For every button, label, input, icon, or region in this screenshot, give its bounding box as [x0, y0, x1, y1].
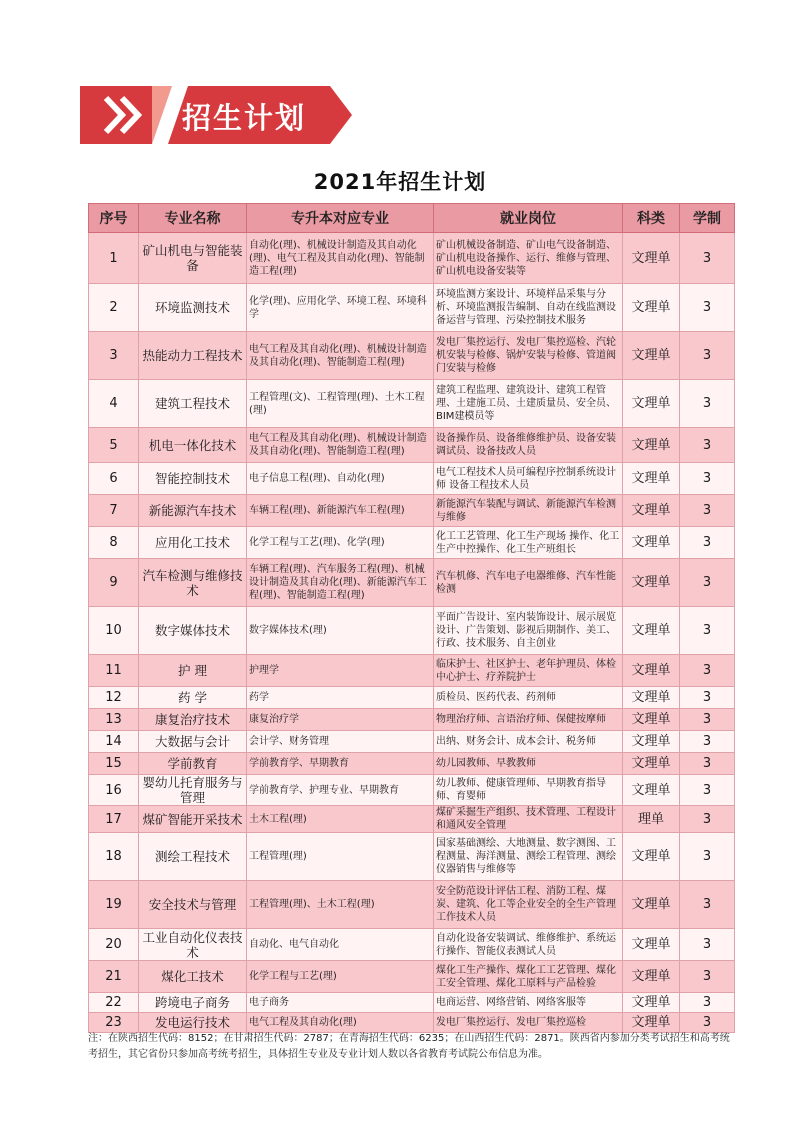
category-cell: 文理单 — [623, 607, 680, 655]
study-years-cell: 3 — [680, 655, 735, 687]
study-years-cell: 3 — [680, 463, 735, 495]
section-banner — [80, 86, 352, 144]
major-name-cell: 煤矿智能开采技术 — [139, 806, 247, 833]
major-name-cell: 煤化工技术 — [139, 961, 247, 993]
job-positions-cell: 煤化工生产操作、煤化工工艺管理、煤化工安全管理、煤化工原料与产品检验 — [434, 961, 623, 993]
upgrade-majors-cell: 学前教育学、早期教育 — [247, 753, 434, 775]
row-number-cell: 8 — [89, 527, 139, 559]
major-name-cell: 汽车检测与维修技术 — [139, 559, 247, 607]
category-cell: 文理单 — [623, 731, 680, 753]
table-row — [89, 380, 735, 428]
job-positions-cell: 临床护士、社区护士、老年护理员、体检中心护士、疗养院护士 — [434, 655, 623, 687]
table-row — [89, 1013, 735, 1033]
category-cell: 文理单 — [623, 775, 680, 806]
upgrade-majors-cell: 自动化、电气自动化 — [247, 929, 434, 961]
table-row — [89, 495, 735, 527]
row-number-cell: 17 — [89, 806, 139, 833]
major-name-cell: 数字媒体技术 — [139, 607, 247, 655]
job-positions-cell: 汽车机修、汽车电子电器维修、汽车性能检测 — [434, 559, 623, 607]
major-name-cell: 测绘工程技术 — [139, 833, 247, 881]
study-years-cell: 3 — [680, 332, 735, 380]
upgrade-majors-cell: 工程管理(文)、工程管理(理)、土木工程(理) — [247, 380, 434, 428]
table-row — [89, 833, 735, 881]
major-name-cell: 应用化工技术 — [139, 527, 247, 559]
category-cell: 文理单 — [623, 527, 680, 559]
major-name-cell: 大数据与会计 — [139, 731, 247, 753]
job-positions-cell: 电气工程技术人员可编程序控制系统设计师 设备工程技术人员 — [434, 463, 623, 495]
upgrade-majors-cell: 自动化(理)、机械设计制造及其自动化(理)、电气工程及其自动化(理)、智能制造工程(理) — [247, 233, 434, 284]
row-number-cell: 9 — [89, 559, 139, 607]
table-row — [89, 753, 735, 775]
table-row — [89, 527, 735, 559]
major-name-cell: 建筑工程技术 — [139, 380, 247, 428]
header-cell-years: 学制 — [680, 204, 735, 233]
study-years-cell: 3 — [680, 806, 735, 833]
category-cell: 文理单 — [623, 753, 680, 775]
major-name-cell: 发电运行技术 — [139, 1013, 247, 1033]
table-row — [89, 929, 735, 961]
page-title: 2021年招生计划 — [313, 170, 487, 194]
job-positions-cell: 质检员、医药代表、药剂师 — [434, 687, 623, 709]
row-number-cell: 10 — [89, 607, 139, 655]
study-years-cell: 3 — [680, 284, 735, 332]
table-row — [89, 655, 735, 687]
study-years-cell: 3 — [680, 559, 735, 607]
row-number-cell: 15 — [89, 753, 139, 775]
study-years-cell: 3 — [680, 731, 735, 753]
job-positions-cell: 矿山机械设备制造、矿山电气设备制造、矿山机电设备操作、运行、维修与管理、矿山机电设备安装等 — [434, 233, 623, 284]
study-years-cell: 3 — [680, 233, 735, 284]
job-positions-cell: 煤矿采掘生产组织、技术管理、工程设计和通风安全管理 — [434, 806, 623, 833]
upgrade-majors-cell: 工程管理(理)、土木工程(理) — [247, 881, 434, 929]
category-cell: 文理单 — [623, 687, 680, 709]
category-cell: 文理单 — [623, 233, 680, 284]
table-row — [89, 428, 735, 463]
major-name-cell: 机电一体化技术 — [139, 428, 247, 463]
study-years-cell: 3 — [680, 961, 735, 993]
upgrade-majors-cell: 电气工程及其自动化(理)、机械设计制造及其自动化(理)、智能制造工程(理) — [247, 428, 434, 463]
table-row — [89, 607, 735, 655]
study-years-cell: 3 — [680, 527, 735, 559]
job-positions-cell: 国家基础测绘、大地测量、数字测图、工程测量、海洋测量、测绘工程管理、测绘仪器销售与维修等 — [434, 833, 623, 881]
table-row — [89, 775, 735, 806]
job-positions-cell: 发电厂集控运行、发电厂集控巡检 — [434, 1013, 623, 1033]
category-cell: 文理单 — [623, 428, 680, 463]
study-years-cell: 3 — [680, 428, 735, 463]
row-number-cell: 4 — [89, 380, 139, 428]
job-positions-cell: 幼儿教师、健康管理师、早期教育指导师、育婴师 — [434, 775, 623, 806]
row-number-cell: 21 — [89, 961, 139, 993]
row-number-cell: 3 — [89, 332, 139, 380]
major-name-cell: 智能控制技术 — [139, 463, 247, 495]
job-positions-cell: 平面广告设计、室内装饰设计、展示展览设计、广告策划、影视后期制作、美工、行政、技术服务、自主创业 — [434, 607, 623, 655]
job-positions-cell: 发电厂集控运行、发电厂集控巡检、汽轮机安装与检修、锅炉安装与检修、管道阀门安装与检修 — [434, 332, 623, 380]
major-name-cell: 工业自动化仪表技术 — [139, 929, 247, 961]
upgrade-majors-cell: 车辆工程(理)、汽车服务工程(理)、机械设计制造及其自动化(理)、新能源汽车工程(理)、智能制造工程(理) — [247, 559, 434, 607]
upgrade-majors-cell: 电气工程及其自动化(理) — [247, 1013, 434, 1033]
upgrade-majors-cell: 会计学、财务管理 — [247, 731, 434, 753]
major-name-cell: 热能动力工程技术 — [139, 332, 247, 380]
table-row — [89, 233, 735, 284]
row-number-cell: 6 — [89, 463, 139, 495]
header-cell-category: 科类 — [623, 204, 680, 233]
category-cell: 文理单 — [623, 833, 680, 881]
major-name-cell: 安全技术与管理 — [139, 881, 247, 929]
job-positions-cell: 物理治疗师、言语治疗师、保健按摩师 — [434, 709, 623, 731]
upgrade-majors-cell: 车辆工程(理)、新能源汽车工程(理) — [247, 495, 434, 527]
row-number-cell: 18 — [89, 833, 139, 881]
header-cell-jobs: 就业岗位 — [434, 204, 623, 233]
category-cell: 文理单 — [623, 881, 680, 929]
enrollment-plan-table — [88, 203, 735, 1033]
major-name-cell: 药 学 — [139, 687, 247, 709]
job-positions-cell: 建筑工程监理、建筑设计、建筑工程管理、土建施工员、土建质量员、安全员、BIM建模员等 — [434, 380, 623, 428]
category-cell: 文理单 — [623, 709, 680, 731]
job-positions-cell: 设备操作员、设备维修维护员、设备安装调试员、设备技改人员 — [434, 428, 623, 463]
category-cell: 文理单 — [623, 1013, 680, 1033]
category-cell: 文理单 — [623, 463, 680, 495]
row-number-cell: 16 — [89, 775, 139, 806]
category-cell: 文理单 — [623, 332, 680, 380]
study-years-cell: 3 — [680, 607, 735, 655]
upgrade-majors-cell: 康复治疗学 — [247, 709, 434, 731]
banner-title: 招生计划 — [182, 101, 307, 135]
major-name-cell: 学前教育 — [139, 753, 247, 775]
table-row — [89, 806, 735, 833]
category-cell: 文理单 — [623, 495, 680, 527]
table-header-row — [89, 204, 735, 233]
upgrade-majors-cell: 化学(理)、应用化学、环境工程、环境科学 — [247, 284, 434, 332]
table-row — [89, 881, 735, 929]
row-number-cell: 11 — [89, 655, 139, 687]
upgrade-majors-cell: 化学工程与工艺(理)、化学(理) — [247, 527, 434, 559]
footnote: 注：在陕西招生代码：8152；在甘肃招生代码：2787；在青海招生代码：6235；在山西招生代码：2871。陕西省内参加分类考试招生和高考统考招生，其它省份只参加高考统考招生，具体招生专业及专业计划人数以各省教育考试院公布信息为准。 — [88, 1033, 730, 1060]
category-cell: 文理单 — [623, 993, 680, 1013]
study-years-cell: 3 — [680, 881, 735, 929]
job-positions-cell: 安全防范设计评估工程、消防工程、煤炭、建筑、化工等企业安全的全生产管理工作技术人员 — [434, 881, 623, 929]
job-positions-cell: 自动化设备安装调试、维修维护、系统运行操作、智能仪表测试人员 — [434, 929, 623, 961]
study-years-cell: 3 — [680, 833, 735, 881]
row-number-cell: 19 — [89, 881, 139, 929]
study-years-cell: 3 — [680, 709, 735, 731]
table-row — [89, 993, 735, 1013]
major-name-cell: 环境监测技术 — [139, 284, 247, 332]
major-name-cell: 康复治疗技术 — [139, 709, 247, 731]
category-cell: 文理单 — [623, 284, 680, 332]
table-row — [89, 709, 735, 731]
job-positions-cell: 出纳、财务会计、成本会计、税务师 — [434, 731, 623, 753]
row-number-cell: 23 — [89, 1013, 139, 1033]
category-cell: 文理单 — [623, 929, 680, 961]
header-cell-major: 专业名称 — [139, 204, 247, 233]
row-number-cell: 22 — [89, 993, 139, 1013]
upgrade-majors-cell: 学前教育学、护理专业、早期教育 — [247, 775, 434, 806]
row-number-cell: 12 — [89, 687, 139, 709]
upgrade-majors-cell: 电气工程及其自动化(理)、机械设计制造及其自动化(理)、智能制造工程(理) — [247, 332, 434, 380]
table-row — [89, 559, 735, 607]
upgrade-majors-cell: 化学工程与工艺(理) — [247, 961, 434, 993]
header-cell-number: 序号 — [89, 204, 139, 233]
table-row — [89, 284, 735, 332]
row-number-cell: 2 — [89, 284, 139, 332]
row-number-cell: 14 — [89, 731, 139, 753]
upgrade-majors-cell: 数字媒体技术(理) — [247, 607, 434, 655]
category-cell: 文理单 — [623, 655, 680, 687]
upgrade-majors-cell: 工程管理(理) — [247, 833, 434, 881]
table-row — [89, 961, 735, 993]
table-row — [89, 463, 735, 495]
job-positions-cell: 环境监测方案设计、环境样品采集与分析、环境监测报告编制、自动在线监测设备运营与管理、污染控制技术服务 — [434, 284, 623, 332]
category-cell: 文理单 — [623, 559, 680, 607]
study-years-cell: 3 — [680, 687, 735, 709]
row-number-cell: 1 — [89, 233, 139, 284]
major-name-cell: 护 理 — [139, 655, 247, 687]
major-name-cell: 矿山机电与智能装备 — [139, 233, 247, 284]
upgrade-majors-cell: 土木工程(理) — [247, 806, 434, 833]
study-years-cell: 3 — [680, 1013, 735, 1033]
table-row — [89, 332, 735, 380]
study-years-cell: 3 — [680, 495, 735, 527]
major-name-cell: 跨境电子商务 — [139, 993, 247, 1013]
upgrade-majors-cell: 药学 — [247, 687, 434, 709]
study-years-cell: 3 — [680, 380, 735, 428]
study-years-cell: 3 — [680, 993, 735, 1013]
study-years-cell: 3 — [680, 775, 735, 806]
header-cell-upgrade-major: 专升本对应专业 — [247, 204, 434, 233]
row-number-cell: 7 — [89, 495, 139, 527]
study-years-cell: 3 — [680, 929, 735, 961]
major-name-cell: 婴幼儿托育服务与管理 — [139, 775, 247, 806]
job-positions-cell: 电商运营、网络营销、网络客服等 — [434, 993, 623, 1013]
category-cell: 文理单 — [623, 380, 680, 428]
upgrade-majors-cell: 护理学 — [247, 655, 434, 687]
row-number-cell: 20 — [89, 929, 139, 961]
study-years-cell: 3 — [680, 753, 735, 775]
job-positions-cell: 幼儿园教师、早教教师 — [434, 753, 623, 775]
job-positions-cell: 新能源汽车装配与调试、新能源汽车检测与维修 — [434, 495, 623, 527]
category-cell: 理单 — [623, 806, 680, 833]
row-number-cell: 13 — [89, 709, 139, 731]
table-row — [89, 687, 735, 709]
table-row — [89, 731, 735, 753]
major-name-cell: 新能源汽车技术 — [139, 495, 247, 527]
category-cell: 文理单 — [623, 961, 680, 993]
row-number-cell: 5 — [89, 428, 139, 463]
upgrade-majors-cell: 电子信息工程(理)、自动化(理) — [247, 463, 434, 495]
job-positions-cell: 化工工艺管理、化工生产现场 操作、化工生产中控操作、化工生产班组长 — [434, 527, 623, 559]
upgrade-majors-cell: 电子商务 — [247, 993, 434, 1013]
